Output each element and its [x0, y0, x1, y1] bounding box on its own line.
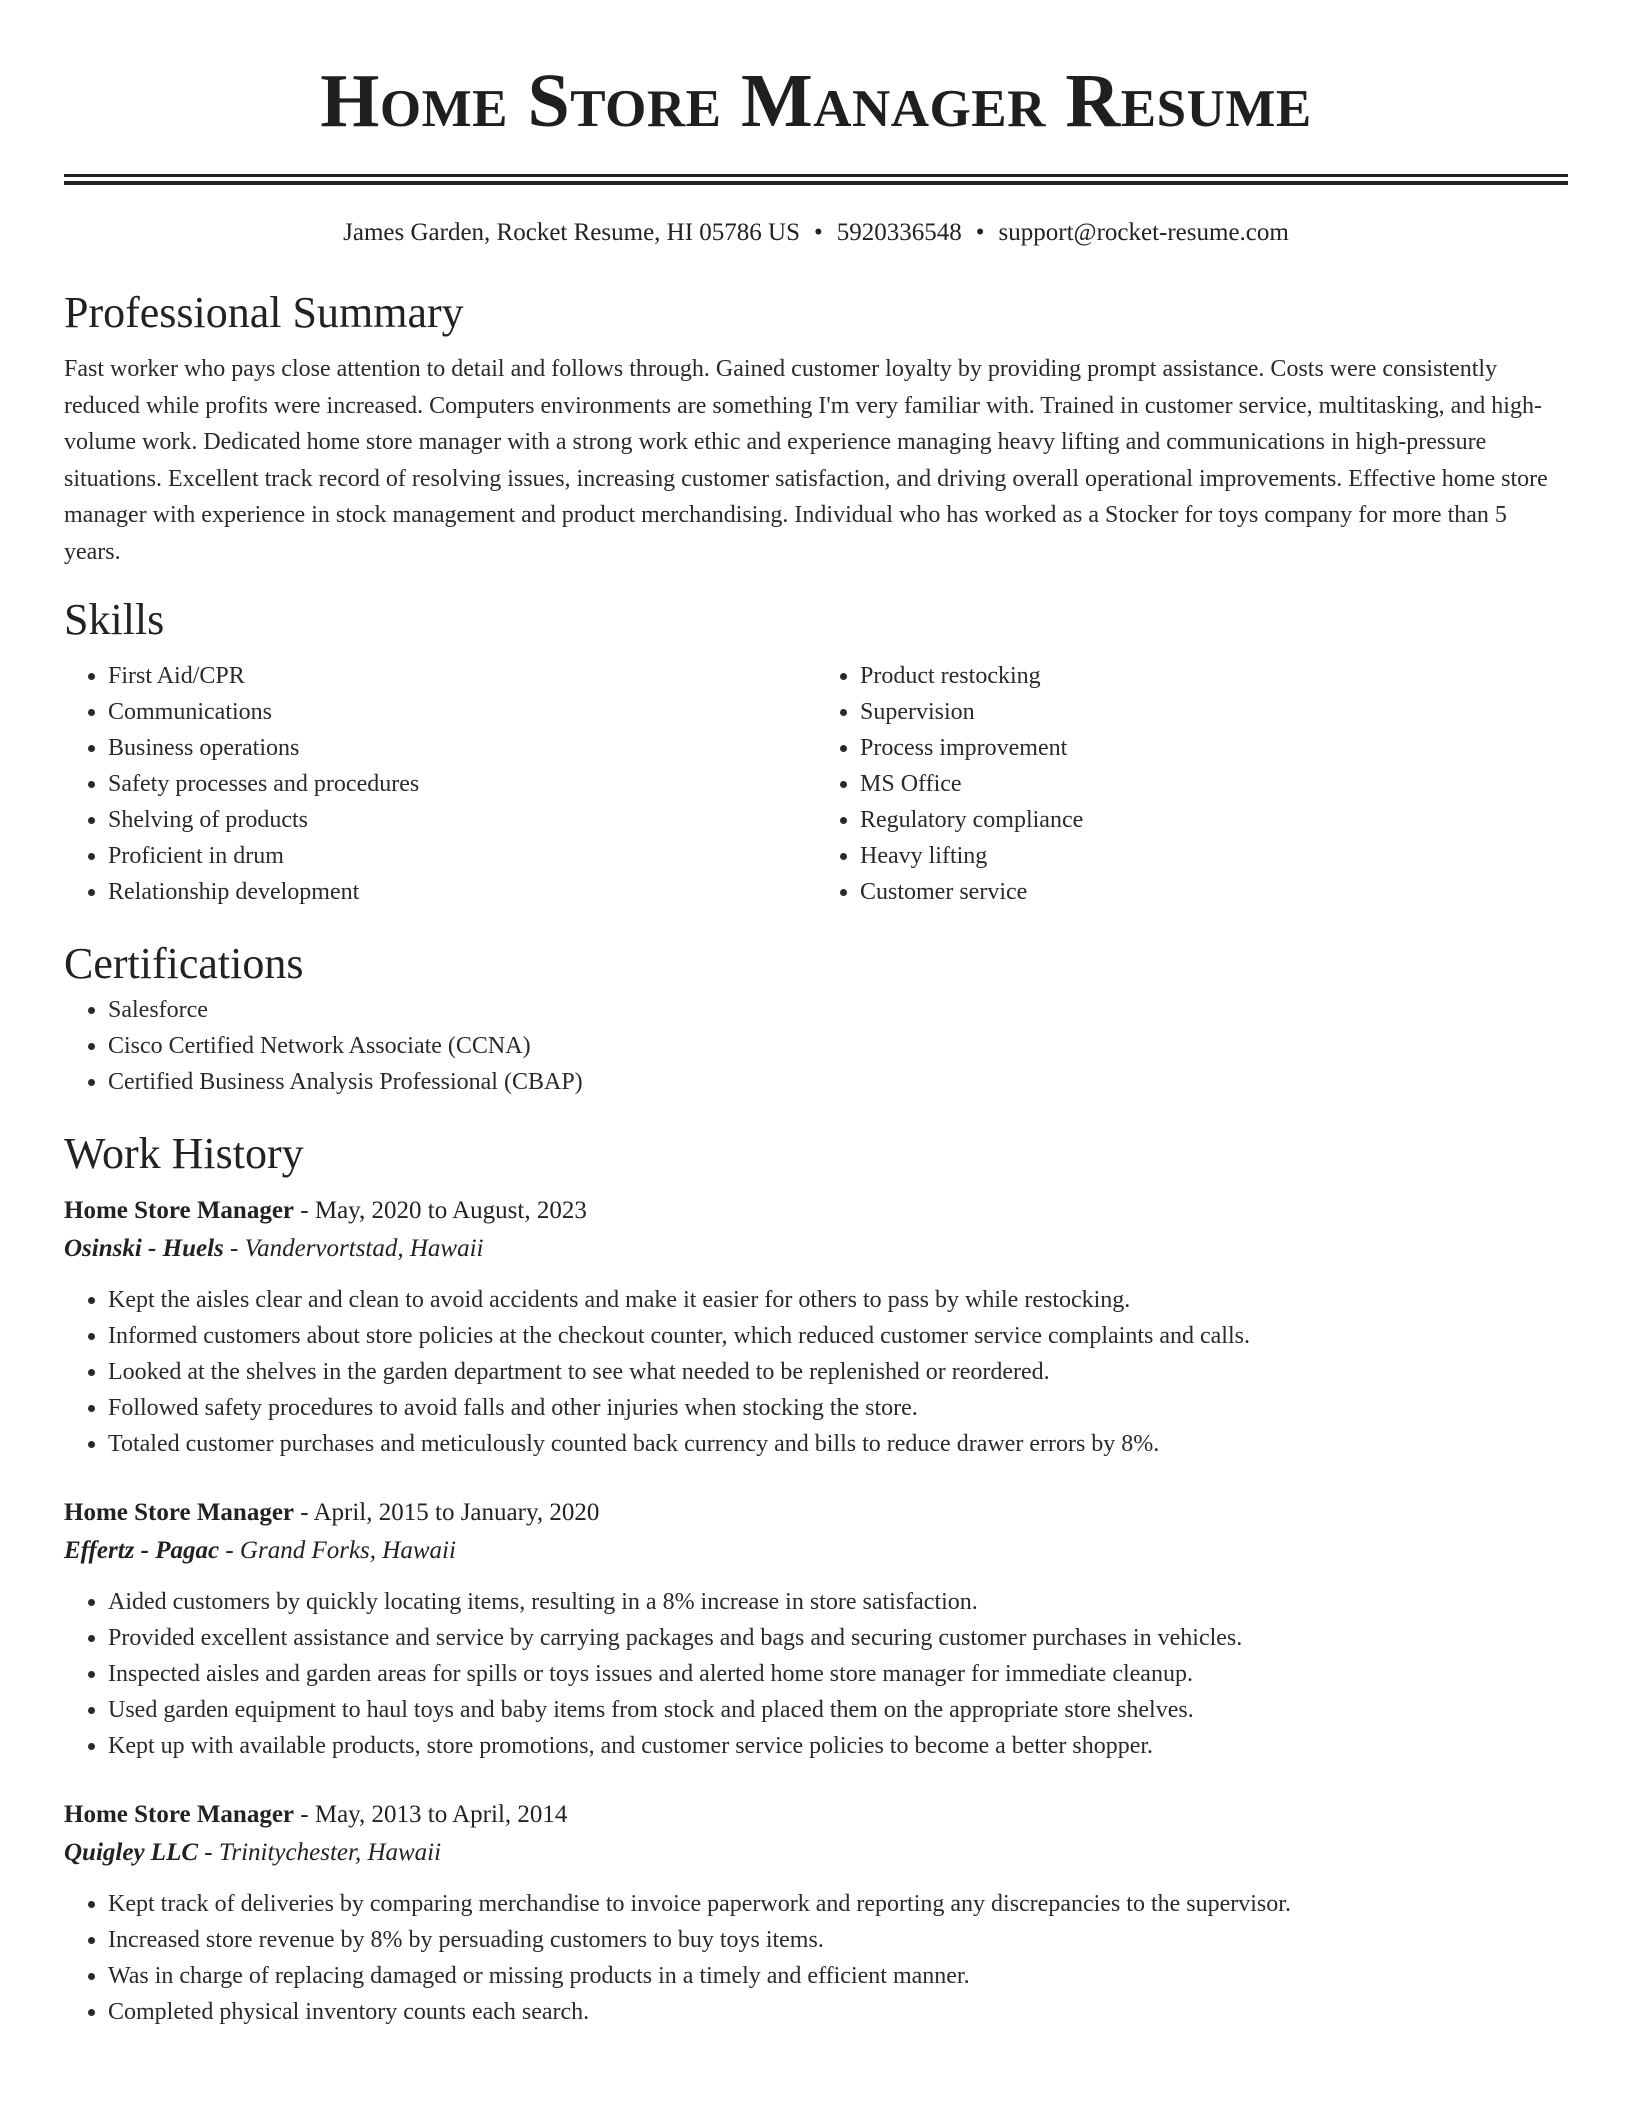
job-role: Home Store Manager — [64, 1197, 295, 1224]
job-bullet: • Aided customers by quickly locating items, resulting in a 8% increase in store satisfaction. — [108, 1584, 1568, 1620]
skill-item: • Communications — [108, 694, 816, 730]
skills-columns — [64, 658, 1568, 910]
job-company: Effertz - Pagac — [64, 1537, 220, 1564]
job-company-line — [64, 1532, 1568, 1570]
job-dash: - — [294, 1197, 315, 1224]
job-company-line — [64, 1230, 1568, 1268]
job-bullets — [64, 1282, 1568, 1462]
skills-list-left — [64, 658, 816, 910]
job-bullet: • Was in charge of replacing damaged or missing products in a timely and efficient manner. — [108, 1958, 1568, 1994]
job-dates: May, 2013 to April, 2014 — [314, 1801, 568, 1828]
job-bullet: • Kept track of deliveries by comparing merchandise to invoice paperwork and reporting any discrepancies to the supervisor. — [108, 1886, 1568, 1922]
job-header — [64, 1192, 1568, 1230]
skill-item: • Business operations — [108, 730, 816, 766]
skill-item: • Product restocking — [860, 658, 1568, 694]
certifications-list — [64, 992, 1568, 1100]
job-bullet: • Completed physical inventory counts each search. — [108, 1994, 1568, 2030]
job-company-line — [64, 1834, 1568, 1872]
job-bullet: • Used garden equipment to haul toys and baby items from stock and placed them on the appropriate store shelves. — [108, 1692, 1568, 1728]
skill-item: • Process improvement — [860, 730, 1568, 766]
job-bullets — [64, 1886, 1568, 2030]
job-header — [64, 1494, 1568, 1532]
job-role: Home Store Manager — [64, 1801, 295, 1828]
job-bullet: • Followed safety procedures to avoid falls and other injuries when stocking the store. — [108, 1390, 1568, 1426]
summary-heading: Professional Summary — [64, 288, 464, 337]
contact-line — [64, 217, 1568, 249]
skill-item: • Safety processes and procedures — [108, 766, 816, 802]
skill-item: • Supervision — [860, 694, 1568, 730]
job-location: Grand Forks, Hawaii — [239, 1537, 456, 1564]
job-entry — [64, 1796, 1568, 2030]
job-bullets — [64, 1584, 1568, 1764]
job-bullet: • Looked at the shelves in the garden department to see what needed to be replenished or reordered. — [108, 1354, 1568, 1390]
job-location: Trinitychester, Hawaii — [218, 1839, 442, 1866]
certifications-heading: Certifications — [64, 939, 304, 988]
skill-item: • Regulatory compliance — [860, 802, 1568, 838]
job-bullet: • Inspected aisles and garden areas for spills or toys issues and alerted home store manager for immediate cleanup. — [108, 1656, 1568, 1692]
resume-title: Home Store Manager Resume — [320, 59, 1312, 143]
job-location: Vandervortstad, Hawaii — [244, 1235, 484, 1262]
contact-separator: • — [975, 219, 985, 246]
job-dash: - — [198, 1839, 219, 1866]
skill-item: • Proficient in drum — [108, 838, 816, 874]
contact-phone: 5920336548 — [836, 219, 962, 246]
skill-item: • First Aid/CPR — [108, 658, 816, 694]
job-bullet: • Kept up with available products, store promotions, and customer service policies to become a better shopper. — [108, 1728, 1568, 1764]
certification-item: • Salesforce — [108, 992, 1568, 1028]
job-company: Osinski - Huels — [64, 1235, 224, 1262]
job-dates: May, 2020 to August, 2023 — [314, 1197, 587, 1224]
title-double-rule — [64, 174, 1568, 185]
job-dash: - — [223, 1235, 245, 1262]
job-bullet: • Provided excellent assistance and service by carrying packages and bags and securing customer purchases in vehicles. — [108, 1620, 1568, 1656]
skill-item: • Shelving of products — [108, 802, 816, 838]
skill-item: • Relationship development — [108, 874, 816, 910]
certification-item: • Certified Business Analysis Professional (CBAP) — [108, 1064, 1568, 1100]
skills-list-right — [816, 658, 1568, 910]
job-header — [64, 1796, 1568, 1834]
job-dates: April, 2015 to January, 2020 — [313, 1499, 600, 1526]
job-entry — [64, 1494, 1568, 1764]
job-dash: - — [294, 1499, 314, 1526]
certification-item: • Cisco Certified Network Associate (CCNA) — [108, 1028, 1568, 1064]
job-role: Home Store Manager — [64, 1499, 295, 1526]
job-entry — [64, 1192, 1568, 1462]
job-bullet: • Increased store revenue by 8% by persuading customers to buy toys items. — [108, 1922, 1568, 1958]
skill-item: • MS Office — [860, 766, 1568, 802]
job-company: Quigley LLC — [64, 1839, 199, 1866]
job-bullet: • Kept the aisles clear and clean to avoid accidents and make it easier for others to pass by while restocking. — [108, 1282, 1568, 1318]
summary-text: Fast worker who pays close attention to detail and follows through. Gained customer loyalty by providing prompt assistance. Costs were consistently reduced while profits were increased. Computers environments are something I'm very familiar with. Trained in customer service, multitasking, and high-volume work. Dedicated home store manager with a strong work ethic and experience managing heavy lifting and communications in high-pressure situations. Excellent track record of resolving issues, increasing customer satisfaction, and driving overall operational improvements. Effective home store manager with experience in stock management and product merchandising. Individual who has worked as a Stocker for toys company for more than 5 years. — [64, 356, 1548, 565]
skill-item: • Customer service — [860, 874, 1568, 910]
contact-separator: • — [814, 219, 823, 246]
skills-heading: Skills — [64, 595, 165, 644]
job-dash: - — [219, 1537, 240, 1564]
contact-address: James Garden, Rocket Resume, HI 05786 US — [343, 219, 801, 246]
work-history-heading: Work History — [64, 1129, 304, 1178]
skill-item: • Heavy lifting — [860, 838, 1568, 874]
contact-email: support@rocket-resume.com — [998, 219, 1289, 246]
job-dash: - — [294, 1801, 315, 1828]
job-bullet: • Informed customers about store policies at the checkout counter, which reduced customer service complaints and calls. — [108, 1318, 1568, 1354]
job-bullet: • Totaled customer purchases and meticulously counted back currency and bills to reduce drawer errors by 8%. — [108, 1426, 1568, 1462]
